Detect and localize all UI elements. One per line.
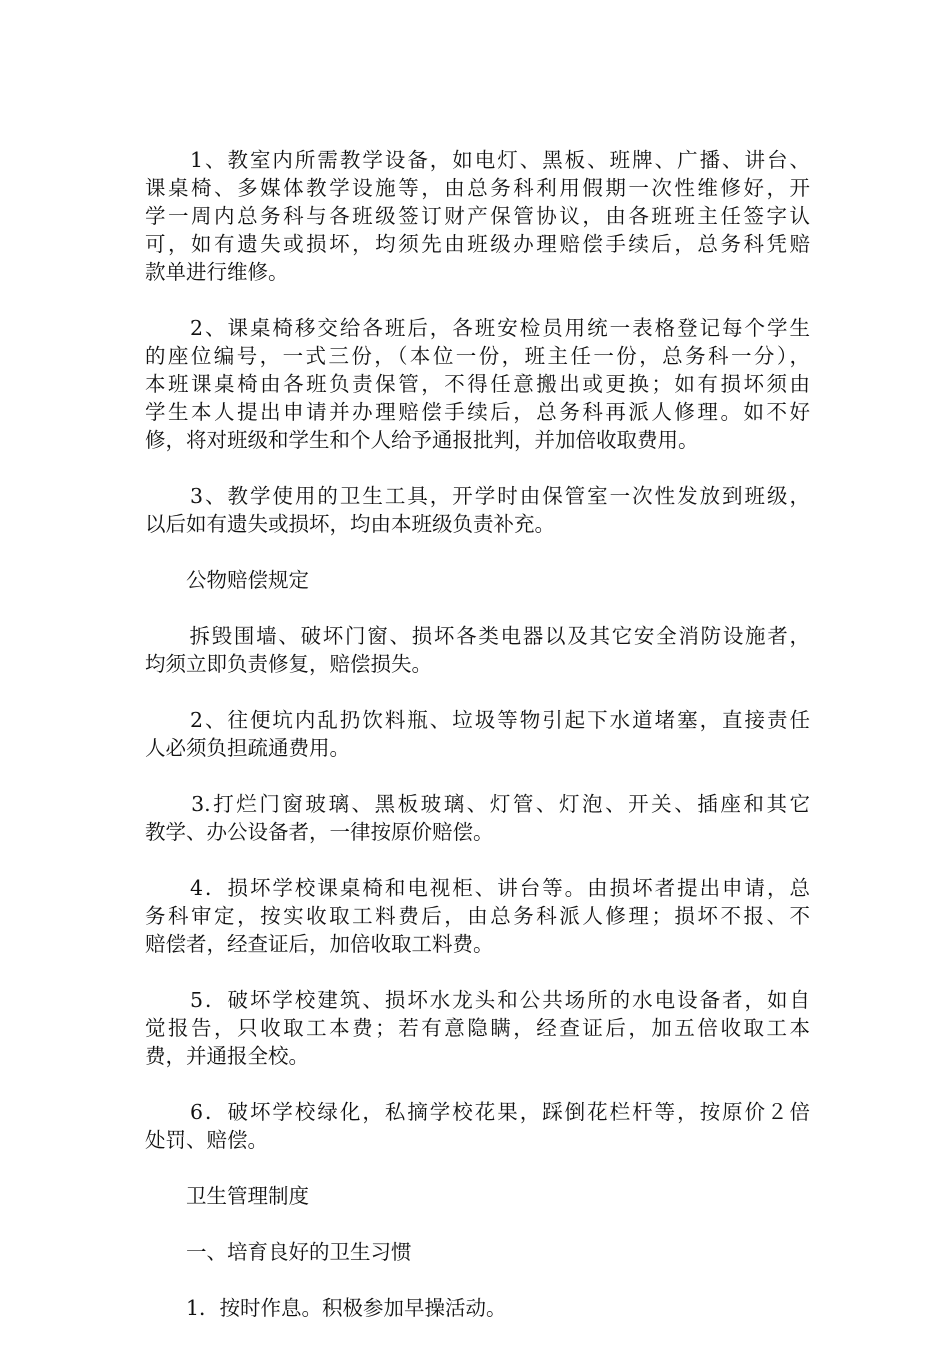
text-line: 教学、办公设备者，一律按原价赔偿。 <box>145 820 494 844</box>
text-line: 课桌椅、多媒体教学设施等，由总务科利用假期一次性维修好，开 <box>145 176 810 200</box>
text-line: 款单进行维修。 <box>145 260 289 284</box>
section-heading-compensation <box>145 566 810 594</box>
text-line: 觉报告，只收取工本费；若有意隐瞒，经查证后，加五倍收取工本 <box>145 1016 810 1040</box>
text-line: 可，如有遗失或损坏，均须先由班级办理赔偿手续后，总务科凭赔 <box>145 232 810 256</box>
paragraph-building-damage <box>145 986 810 1070</box>
text-line: 1．按时作息。积极参加早操活动。 <box>145 1296 507 1320</box>
section-heading-hygiene <box>145 1182 810 1210</box>
text-line: 拆毁围墙、破坏门窗、损坏各类电器以及其它安全消防设施者， <box>145 624 810 648</box>
document-body <box>145 146 810 1350</box>
paragraph-schedule <box>145 1294 810 1322</box>
text-line: 以后如有遗失或损坏，均由本班级负责补充。 <box>145 512 555 536</box>
text-line: 学生本人提出申请并办理赔偿手续后，总务科再派人修理。如不好 <box>145 400 810 424</box>
paragraph-drain-blockage <box>145 706 810 762</box>
text-line: 均须立即负责修复，赔偿损失。 <box>145 652 432 676</box>
paragraph-teaching-equipment <box>145 146 810 286</box>
text-line: 4．损坏学校课桌椅和电视柜、讲台等。由损坏者提出申请，总 <box>145 876 810 900</box>
text-line: 费，并通报全校。 <box>145 1044 309 1068</box>
text-line: 6．破坏学校绿化，私摘学校花果，踩倒花栏杆等，按原价２倍 <box>145 1100 810 1124</box>
paragraph-greenery-damage <box>145 1098 810 1154</box>
text-line: 学一周内总务科与各班级签订财产保管协议，由各班班主任签字认 <box>145 204 810 228</box>
text-line: 3.打烂门窗玻璃、黑板玻璃、灯管、灯泡、开关、插座和其它 <box>145 792 810 816</box>
heading-text: 一、培育良好的卫生习惯 <box>145 1240 412 1264</box>
subsection-heading-habits <box>145 1238 810 1266</box>
heading-text: 公物赔偿规定 <box>145 568 309 592</box>
heading-text: 卫生管理制度 <box>145 1184 309 1208</box>
text-line: 务科审定，按实收取工料费后，由总务科派人修理；损坏不报、不 <box>145 904 810 928</box>
paragraph-desk-chairs <box>145 314 810 454</box>
text-line: 人必须负担疏通费用。 <box>145 736 350 760</box>
text-line: 5．破坏学校建筑、损坏水龙头和公共场所的水电设备者，如自 <box>145 988 810 1012</box>
text-line: 2、课桌椅移交给各班后，各班安检员用统一表格登记每个学生 <box>145 316 810 340</box>
paragraph-glass-damage <box>145 790 810 846</box>
text-line: 处罚、赔偿。 <box>145 1128 268 1152</box>
text-line: 修，将对班级和学生和个人给予通报批判，并加倍收取费用。 <box>145 428 699 452</box>
paragraph-wall-damage <box>145 622 810 678</box>
text-line: 2、往便坑内乱扔饮料瓶、垃圾等物引起下水道堵塞，直接责任 <box>145 708 810 732</box>
paragraph-furniture-damage <box>145 874 810 958</box>
text-line: 的座位编号，一式三份，（本位一份，班主任一份，总务科一分）， <box>145 344 810 368</box>
text-line: 赔偿者，经查证后，加倍收取工料费。 <box>145 932 494 956</box>
text-line: 本班课桌椅由各班负责保管，不得任意搬出或更换；如有损坏须由 <box>145 372 810 396</box>
paragraph-cleaning-tools <box>145 482 810 538</box>
text-line: 3、教学使用的卫生工具，开学时由保管室一次性发放到班级， <box>145 484 810 508</box>
text-line: 1、教室内所需教学设备，如电灯、黑板、班牌、广播、讲台、 <box>145 148 810 172</box>
